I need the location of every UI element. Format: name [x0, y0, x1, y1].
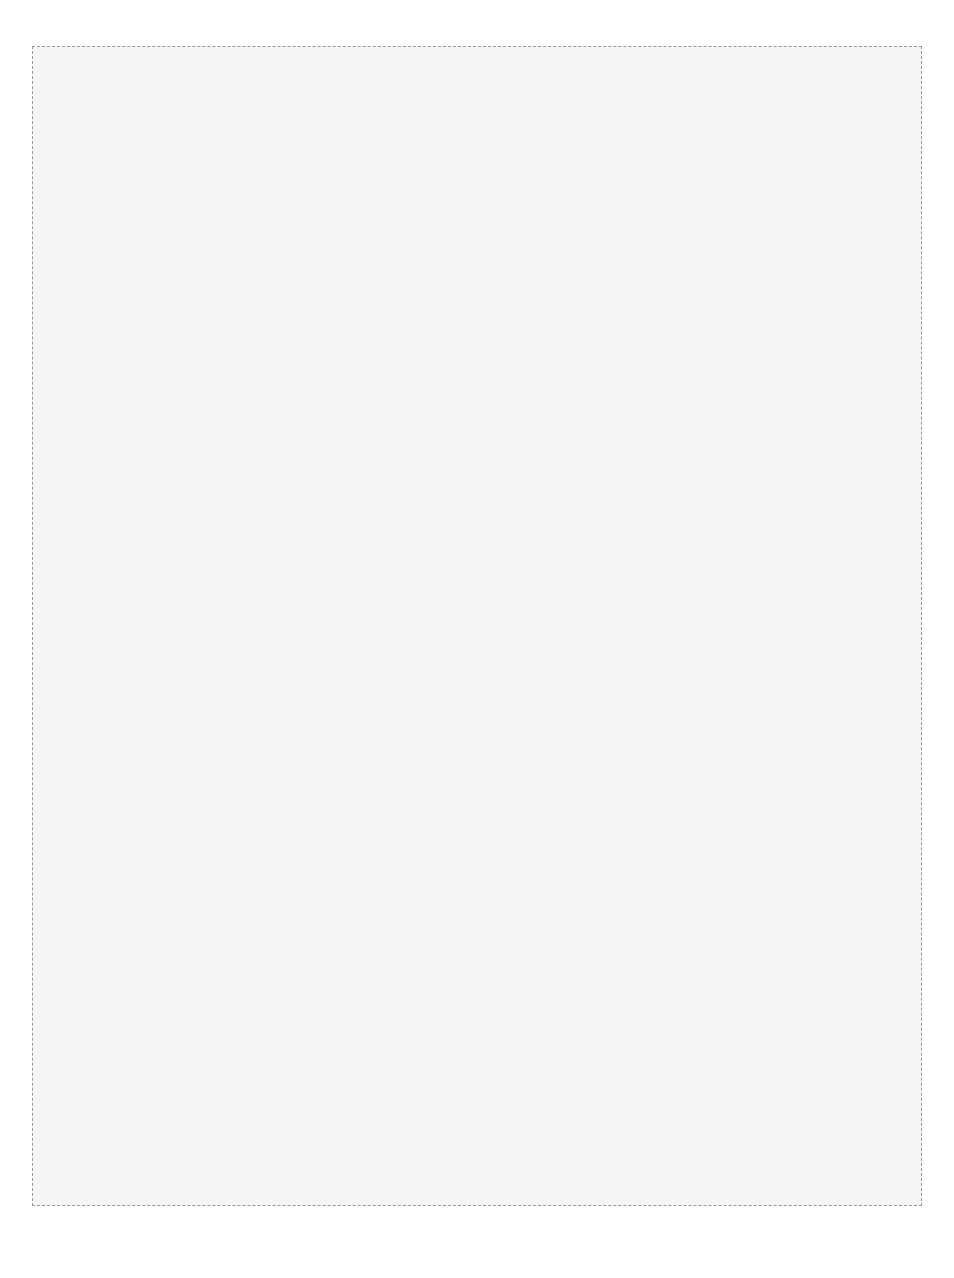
content-placeholder — [32, 46, 922, 1206]
